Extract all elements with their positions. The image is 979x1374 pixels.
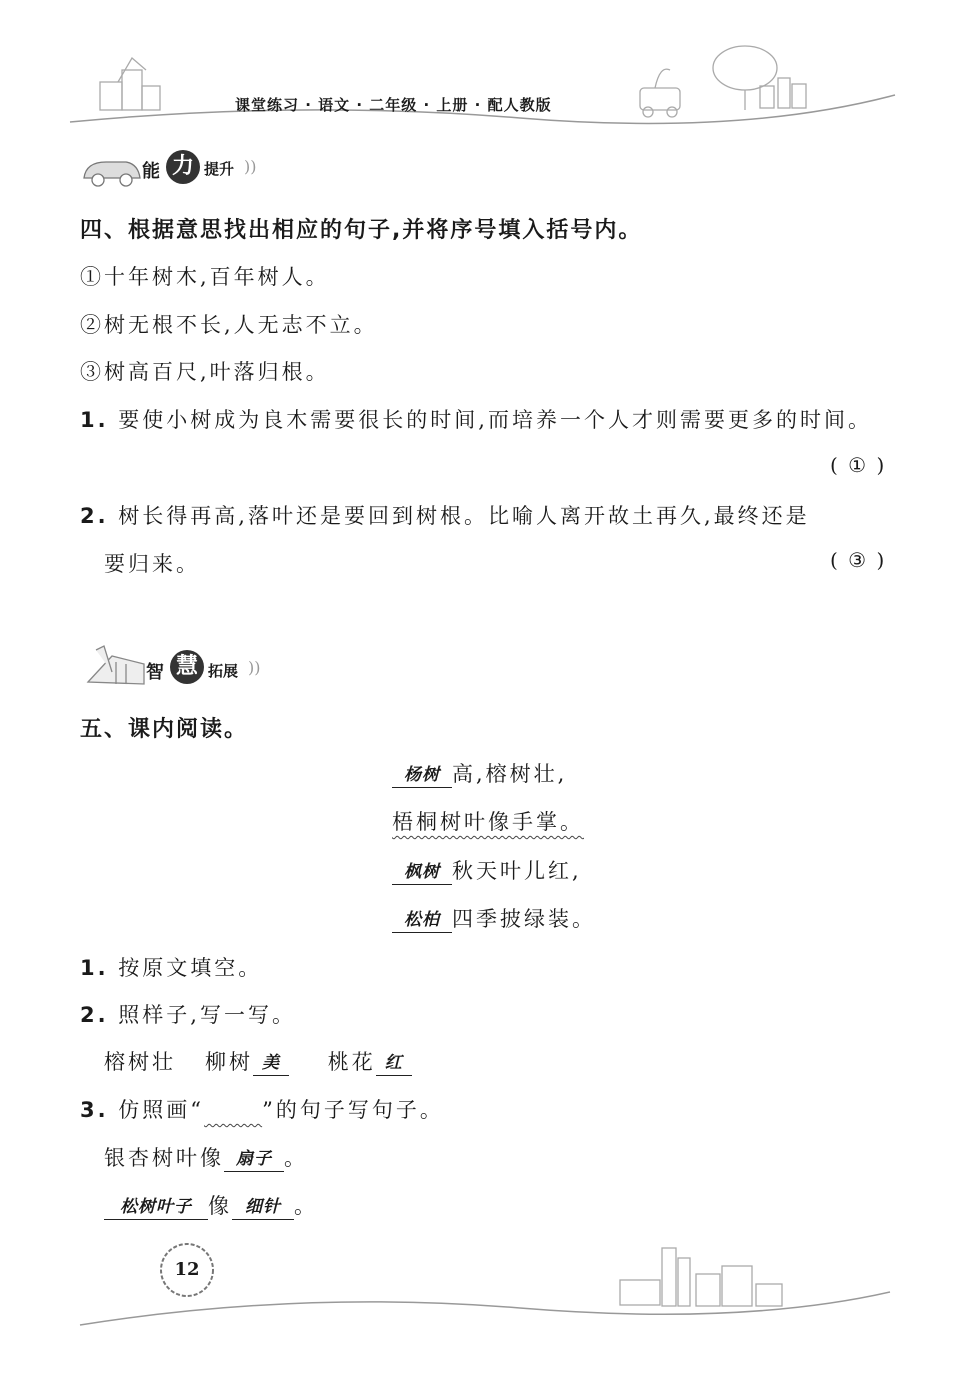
q5-sub-3-line-2-mid: 像 bbox=[208, 1194, 232, 1218]
book-icon bbox=[82, 642, 152, 688]
q5-title: 五、课内阅读。 bbox=[80, 717, 249, 742]
poem-line-3 bbox=[392, 855, 582, 885]
poem-line-1-rest: 高,榕树壮, bbox=[452, 762, 568, 786]
ability-badge-char1: 能 bbox=[142, 161, 160, 182]
q5-sub-3 bbox=[80, 1094, 444, 1124]
q5-sub-3-line-2-answer-1: 松树叶子 bbox=[104, 1195, 208, 1220]
q5-sub-2-text: 照样子,写一写。 bbox=[118, 1003, 296, 1027]
q5-sub-3-line-1-suffix: 。 bbox=[284, 1146, 308, 1170]
poem-line-4 bbox=[392, 903, 596, 933]
q5-sub-2-item-1: 柳树 bbox=[205, 1050, 254, 1074]
q5-sub-3-line-2 bbox=[104, 1190, 318, 1220]
q4-item-2 bbox=[80, 500, 810, 530]
ability-badge-char3: 提升 bbox=[204, 160, 235, 178]
poem-line-2-text: 梧桐树叶像手掌。 bbox=[392, 810, 584, 834]
poem-line-3-rest: 秋天叶儿红, bbox=[452, 859, 582, 883]
wavy-line-sample bbox=[204, 1098, 262, 1122]
ability-badge-char2: 力 bbox=[166, 150, 200, 184]
header-decoration bbox=[0, 0, 979, 140]
poem-line-4-rest: 四季披绿装。 bbox=[452, 907, 596, 931]
q4-item-1 bbox=[80, 404, 872, 434]
q4-item-2-text: 树长得再高,落叶还是要回到树根。比喻人离开故土再久,最终还是 bbox=[118, 504, 810, 528]
q5-sub-2-answer-1: 美 bbox=[253, 1051, 289, 1076]
q4-title: 四、根据意思找出相应的句子,并将序号填入括号内。 bbox=[80, 218, 643, 243]
poem-line-1 bbox=[392, 758, 567, 788]
q4-item-2-answer-paren: ( ③ ) bbox=[830, 548, 887, 572]
q4-option-3: ③树高百尺,叶落归根。 bbox=[80, 360, 330, 384]
q5-sub-2-example: 榕树壮 bbox=[104, 1050, 176, 1074]
q5-sub-2 bbox=[80, 999, 296, 1029]
q5-sub-3-line-1-answer: 扇子 bbox=[224, 1147, 284, 1172]
q5-sub-3-line-2-answer-2: 细针 bbox=[232, 1195, 294, 1220]
q5-sub-1-number: 1. bbox=[80, 956, 109, 980]
ability-section-badge bbox=[76, 150, 276, 190]
q5-sub-3-text-before: 仿照画“ bbox=[118, 1098, 205, 1122]
q4-item-1-text: 要使小树成为良木需要很长的时间,而培养一个人才则需要更多的时间。 bbox=[118, 408, 872, 432]
q5-sub-3-line-2-suffix: 。 bbox=[294, 1194, 318, 1218]
q5-sub-3-line-1-prefix: 银杏树叶像 bbox=[104, 1146, 224, 1170]
wisdom-section-badge bbox=[82, 642, 282, 690]
poem-blank-1: 杨树 bbox=[392, 763, 452, 788]
q4-item-2-answer: ③ bbox=[848, 548, 869, 572]
q5-sub-3-number: 3. bbox=[80, 1098, 109, 1122]
q5-sub-2-number: 2. bbox=[80, 1003, 109, 1027]
wisdom-badge-char1: 智 bbox=[146, 662, 164, 683]
q5-sub-2-example-row bbox=[104, 1046, 412, 1076]
poem-line-2 bbox=[392, 806, 584, 836]
q5-sub-1-text: 按原文填空。 bbox=[118, 956, 263, 980]
q5-sub-3-text-after: ”的句子写句子。 bbox=[262, 1098, 444, 1122]
q4-item-1-number: 1. bbox=[80, 408, 109, 432]
header-title bbox=[235, 94, 552, 115]
q5-sub-2-item-2: 桃花 bbox=[327, 1050, 376, 1074]
q4-item-2-text-cont: 要归来。 bbox=[104, 552, 200, 576]
q5-sub-2-answer-2: 红 bbox=[376, 1051, 412, 1076]
q4-option-2: ②树无根不长,人无志不立。 bbox=[80, 313, 378, 337]
footer-decoration bbox=[0, 1230, 979, 1330]
header-title-text: 课堂练习 · 语文 · 二年级 · 上册 · 配人教版 bbox=[235, 96, 552, 114]
ability-badge-waves: )) bbox=[244, 157, 257, 176]
wisdom-badge-waves: )) bbox=[248, 658, 261, 677]
q4-item-1-answer: ① bbox=[848, 453, 869, 477]
q4-option-1: ①十年树木,百年树人。 bbox=[80, 265, 330, 289]
poem-blank-3: 松柏 bbox=[392, 908, 452, 933]
wisdom-badge-char2: 慧 bbox=[170, 650, 204, 684]
q5-sub-3-line-1 bbox=[104, 1142, 308, 1172]
q4-item-2-number: 2. bbox=[80, 504, 109, 528]
page-number: 12 bbox=[174, 1259, 200, 1280]
poem-blank-2: 枫树 bbox=[392, 860, 452, 885]
q5-sub-1 bbox=[80, 952, 262, 982]
wisdom-badge-char3: 拓展 bbox=[208, 662, 239, 680]
q4-item-1-answer-paren: ( ① ) bbox=[830, 453, 887, 477]
